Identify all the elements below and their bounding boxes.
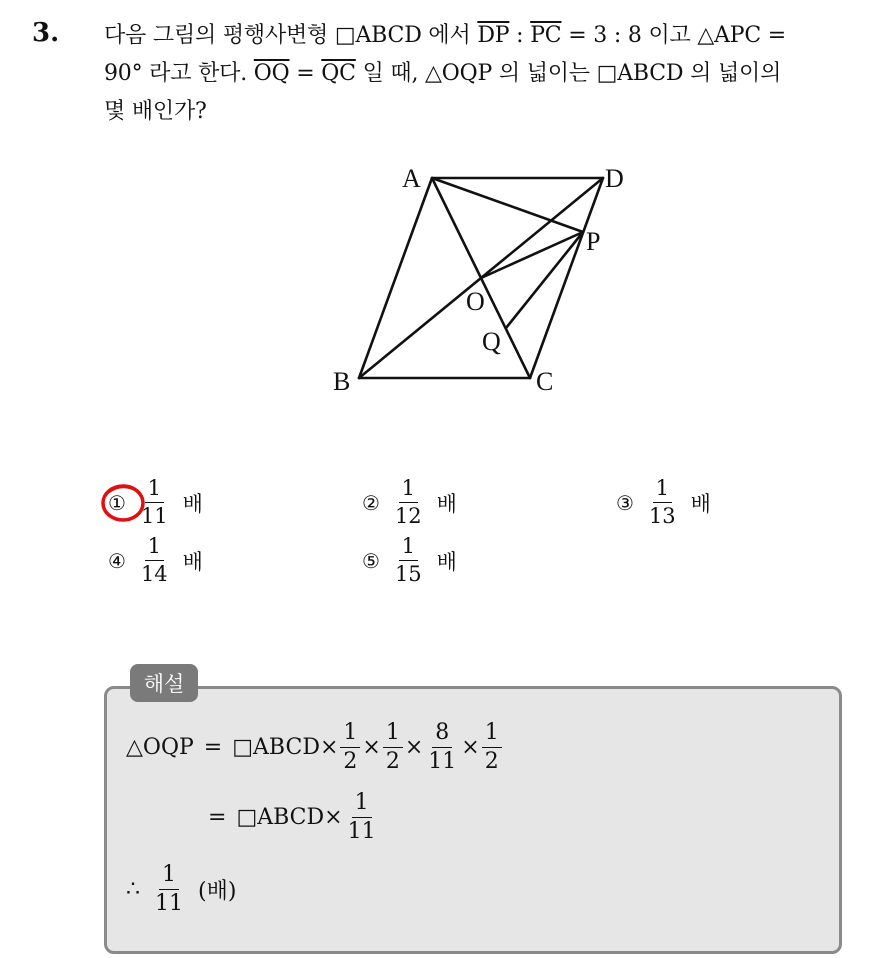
- question-text: 90° 라고 한다.: [104, 61, 254, 86]
- fraction: $\frac{1}{2}$: [340, 722, 360, 773]
- choice-3[interactable]: [616, 478, 711, 527]
- label-a: A: [402, 164, 421, 193]
- question-line-1: [104, 18, 786, 49]
- therefore-sign: ∴: [126, 877, 140, 902]
- unit-label: (배): [198, 879, 237, 904]
- equals-sign: =: [208, 805, 227, 830]
- selected-answer-circle: [99, 482, 147, 524]
- triangle-oqp: △OQP: [126, 735, 194, 760]
- choice-unit: 배: [182, 549, 203, 574]
- choice-unit: 배: [436, 549, 457, 574]
- label-q: Q: [482, 327, 501, 356]
- label-c: C: [536, 367, 554, 396]
- choice-2[interactable]: [362, 478, 457, 527]
- choice-number: ③: [616, 490, 634, 515]
- choice-fraction: $\frac{1}{13}$: [648, 476, 676, 528]
- choice-unit: 배: [690, 491, 711, 516]
- fraction: $\frac{1}{11}$: [155, 862, 183, 916]
- question-number: 3.: [32, 18, 60, 48]
- choice-fraction: $\frac{1}{14}$: [140, 534, 168, 586]
- parallelogram-abcd: □ABCD: [232, 735, 320, 760]
- ratio-colon: :: [509, 23, 531, 48]
- choice-4[interactable]: [108, 536, 203, 585]
- times-sign: ×: [404, 735, 424, 760]
- question-text: = 3 : 8 이고 △APC =: [561, 23, 787, 48]
- solution-tag: 해설: [130, 664, 198, 702]
- fraction: $\frac{1}{2}$: [482, 722, 502, 773]
- times-sign: ×: [362, 735, 381, 760]
- choice-5[interactable]: [362, 536, 457, 585]
- parallelogram-abcd: □ABCD: [236, 805, 325, 830]
- question-text: 에서: [421, 23, 478, 48]
- label-b: B: [333, 367, 351, 396]
- segment-pc: $\overline{PC}$: [530, 23, 562, 48]
- choice-unit: 배: [436, 491, 457, 516]
- fraction: $\frac{1}{2}$: [383, 722, 403, 773]
- segment-qc: $\overline{QC}$: [321, 61, 356, 86]
- label-d: D: [605, 164, 624, 193]
- fraction: $\frac{1}{11}$: [347, 790, 376, 844]
- choice-number: ①: [108, 490, 126, 515]
- choice-fraction: $\frac{1}{15}$: [394, 534, 422, 586]
- label-o: O: [466, 287, 485, 316]
- choice-number: ⑤: [362, 548, 380, 573]
- solution-line-1: [126, 722, 504, 773]
- choice-fraction: $\frac{1}{11}$: [140, 476, 168, 528]
- equals-sign: =: [289, 61, 322, 86]
- times-sign: ×: [324, 805, 343, 830]
- times-sign: ×: [461, 735, 480, 760]
- parallelogram-figure: [320, 150, 640, 410]
- solution-line-3: [126, 864, 236, 915]
- fraction: $\frac{8}{11}$: [428, 720, 457, 774]
- label-p: P: [586, 227, 601, 256]
- choice-number: ④: [108, 548, 126, 573]
- parallelogram-label: □ABCD: [334, 23, 422, 48]
- segment-dp: $\overline{DP}$: [477, 23, 510, 48]
- question-text: 다음 그림의 평행사변형: [104, 23, 335, 48]
- choice-fraction: $\frac{1}{12}$: [394, 476, 422, 528]
- times-sign: ×: [319, 735, 339, 760]
- question-line-3: 몇 배인가?: [104, 99, 207, 124]
- choice-number: ②: [362, 490, 380, 515]
- question-line-2: [104, 56, 781, 87]
- equals-sign: =: [203, 735, 223, 760]
- question-text: 일 때, △OQP 의 넓이는 □ABCD 의 넓이의: [355, 61, 782, 86]
- choice-unit: 배: [182, 491, 203, 516]
- solution-line-2: [208, 792, 381, 843]
- segment-oq: $\overline{OQ}$: [253, 61, 290, 86]
